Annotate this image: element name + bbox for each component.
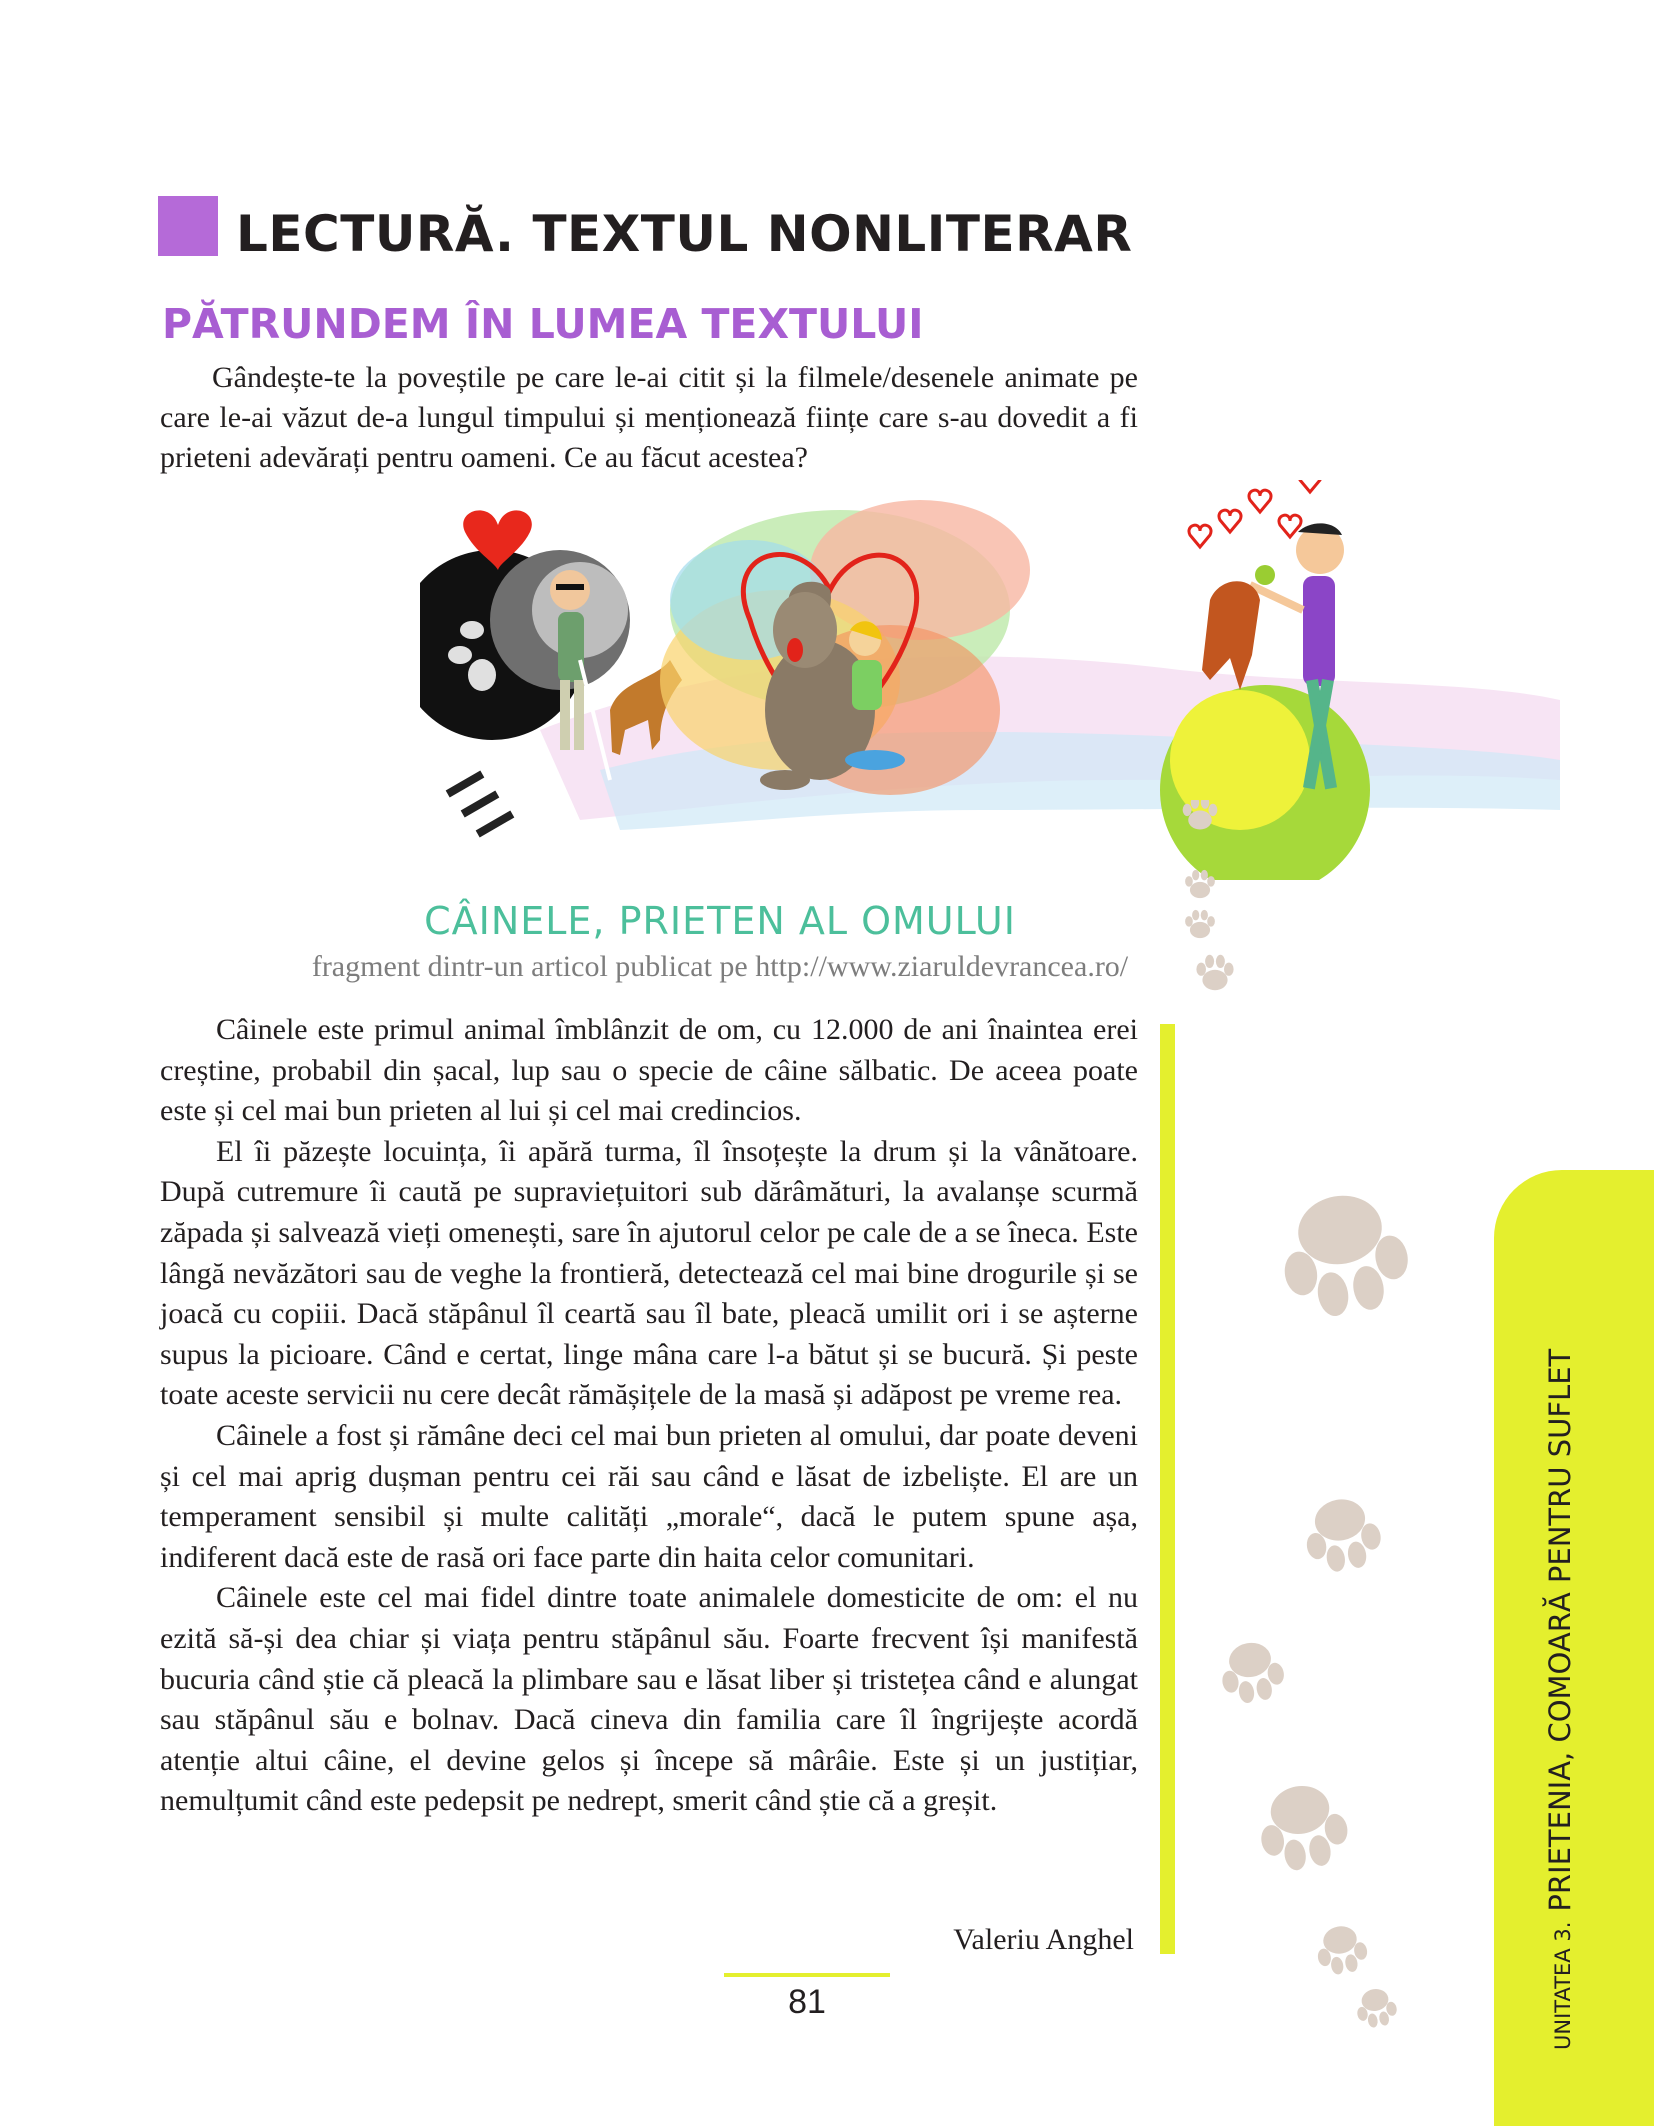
paw-prints-decoration	[1160, 800, 1490, 2126]
paw-print-icon	[1185, 870, 1215, 898]
page-number-rule	[724, 1973, 890, 1977]
article-title: CÂINELE, PRIETEN AL OMULUI	[424, 899, 1016, 943]
dog-hug-scene-icon	[660, 500, 1030, 795]
unit-number-label: UNITATEA 3.	[1551, 1921, 1575, 2050]
article-author: Valeriu Anghel	[953, 1923, 1134, 1956]
paw-print-icon	[1313, 1922, 1370, 1977]
page-number: 81	[788, 1983, 826, 2021]
article-body	[160, 1010, 1138, 1822]
article-paragraph: El îi păzește locuința, îi apără turma, îl însoțește la drum și la vânătoare. După cutremure îi caută pe supraviețuitori sub dărâmături, la avalanșe scurmă zăpada și salvează vieți omenești, sare în ajutorul celor pe cale de a se îneca. Este lângă nevăzători sau de veghe la frontieră, detectează cel mai bine drogurile și se joacă cu copiii. Dacă stăpânul îl ceartă sau îl bate, pleacă umilit ori i se așterne supus la picioare. Când e certat, linge mâna care l-a bătut și se bucură. Și peste toate aceste servicii nu cere decât rămășițele de la masă și adăpost pe vreme rea.	[160, 1134, 1138, 1412]
paw-print-icon	[1253, 1779, 1353, 1875]
paw-print-icon	[1273, 1186, 1416, 1324]
paw-print-icon	[1183, 800, 1218, 830]
paw-print-icon	[1217, 1638, 1288, 1707]
article-paragraph: Câinele este cel mai fidel dintre toate animalele domesticite de om: el nu ezită să-și dea chiar și viața pentru stăpânul său. Foarte frecvent își manifestă bucuria când știe că pleacă la plimbare sau e lăsat liber și tristețea când e alungat sau stăpânul său e bolnav. Dacă cineva din familia care îl îngrijește acordă atenție altui câine, el devine gelos și începe să mârâie. Este și un justițiar, nemulțumit când este pedepsit pe nedrept, smerit când știe că a greșit.	[160, 1581, 1138, 1818]
article-source: fragment dintr-un articol publicat pe http://www.ziaruldevrancea.ro/	[311, 950, 1129, 983]
article-paragraph: Câinele este primul animal îmblânzit de om, cu 12.000 de ani înaintea erei creștine, probabil din șacal, lup sau o specie de câine sălbatic. De aceea poate este și cel mai bun prieten al lui și cel mai credincios.	[160, 1013, 1138, 1128]
section-subtitle: PĂTRUNDEM ÎN LUMEA TEXTULUI	[162, 300, 924, 348]
paw-print-icon	[1196, 955, 1233, 990]
intro-paragraph: Gândește-te la poveștile pe care le-ai citit și la filmele/desenele animate pe care le-ai văzut de-a lungul timpului și menționează ființe care s-au dovedit a fi prieteni adevărați pentru oameni. Ce au făcut acestea?	[160, 361, 1138, 474]
unit-title: PRIETENIA, COMOARĂ PENTRU SUFLET	[1543, 1348, 1577, 1912]
section-marker-square	[158, 196, 218, 256]
article-paragraph: Câinele a fost și rămâne deci cel mai bun prieten al omului, dar poate deveni și cel mai aprig dușman pentru cei răi sau când e lăsat de izbeliște. El are un temperament sensibil și multe calități „morale“, dacă le putem spune așa, indiferent dacă este de rasă ori face parte din haita celor comunitari.	[160, 1418, 1138, 1574]
paw-print-icon	[1185, 910, 1215, 938]
paw-print-icon	[1300, 1493, 1386, 1576]
unit-side-tab-label	[1540, 1349, 1583, 2050]
section-title: LECTURĂ. TEXTUL NONLITERAR	[236, 205, 1133, 263]
paw-print-icon	[1354, 1986, 1400, 2030]
